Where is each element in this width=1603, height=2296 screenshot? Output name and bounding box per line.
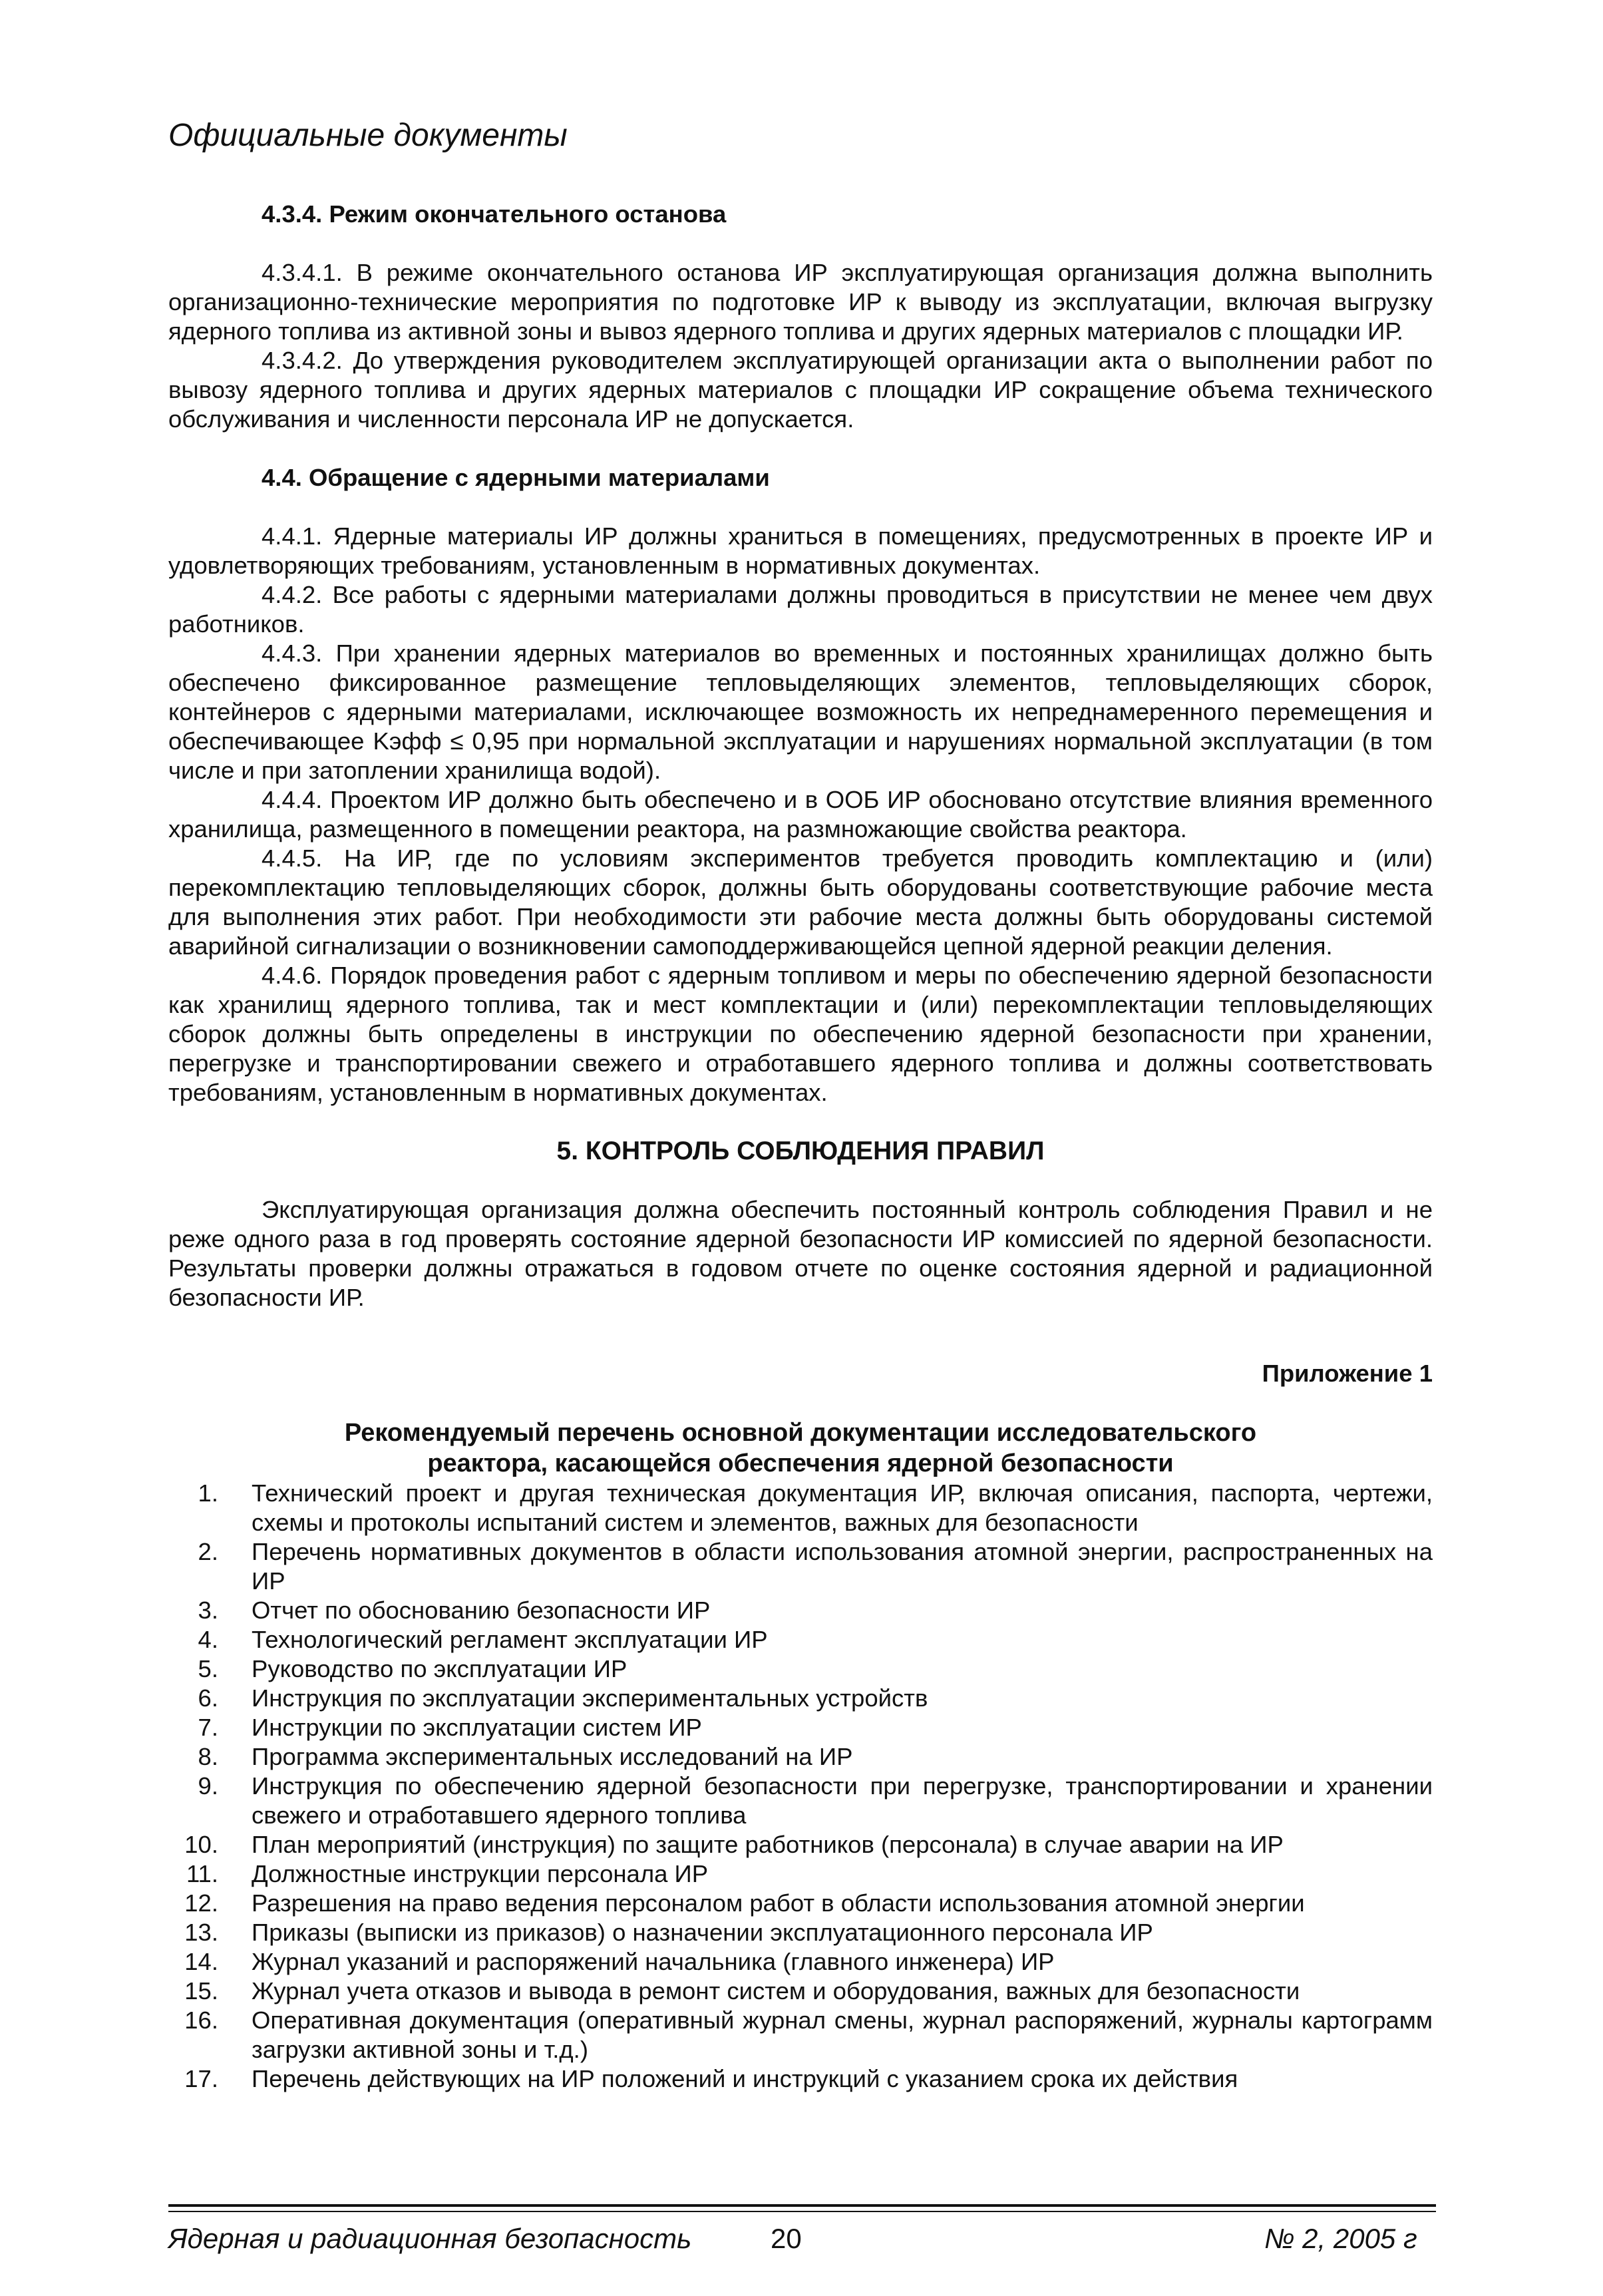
list-item-text: Перечень действующих на ИР положений и инструкций с указанием срока их действия bbox=[252, 2065, 1238, 2092]
list-item bbox=[168, 1947, 1433, 1977]
list-item-number: 7. bbox=[198, 1714, 218, 1741]
paragraph-4-4-6: 4.4.6. Порядок проведения работ с ядерным топливом и меры по обеспечению ядерной безопасности как хранилищ ядерного топлива, так и мест комплектации и (или) перекомплектации тепловыделяющих сборок должны быть определены в инструкции по обеспечению ядерной безопасности при хранении, перегрузке и транспортировании свежего и отработавшего ядерного топлива и должны соответствовать требованиям, установленным в нормативных документах. bbox=[168, 962, 1433, 1106]
list-item bbox=[168, 1772, 1433, 1830]
list-item bbox=[168, 1977, 1433, 2006]
list-item-text: Руководство по эксплуатации ИР bbox=[252, 1655, 627, 1682]
list-item-number: 13. bbox=[184, 1919, 218, 1946]
list-item bbox=[168, 1654, 1433, 1684]
list-item bbox=[168, 1859, 1433, 1889]
list-item-text: Инструкции по эксплуатации систем ИР bbox=[252, 1714, 702, 1741]
list-item bbox=[168, 1596, 1433, 1625]
heading-4-3-4: 4.3.4. Режим окончательного останова bbox=[262, 200, 727, 228]
list-item-number: 15. bbox=[184, 1977, 218, 2005]
appendix-label: Приложение 1 bbox=[1262, 1360, 1433, 1387]
paragraph-4-4-1: 4.4.1. Ядерные материалы ИР должны храниться в помещениях, предусмотренных в проекте ИР и удовлетворяющих требованиям, установленным в нормативных документах. bbox=[168, 522, 1433, 579]
list-item-number: 12. bbox=[184, 1889, 218, 1917]
list-item bbox=[168, 1713, 1433, 1742]
list-item bbox=[168, 1889, 1433, 1918]
list-item bbox=[168, 2006, 1433, 2064]
paragraph-4-4-2: 4.4.2. Все работы с ядерными материалами должны проводиться в присутствии не менее чем двух работников. bbox=[168, 581, 1433, 638]
list-item-text: Оперативная документация (оперативный журнал смены, журнал распоряжений, журналы картограмм загрузки активной зоны и т.д.) bbox=[252, 2007, 1433, 2063]
paragraph-section-5: Эксплуатирующая организация должна обеспечить постоянный контроль соблюдения Правил и не реже одного раза в год проверять состояние ядерной безопасности ИР комиссией по ядерной безопасности. Результаты проверки должны отражаться в годовом отчете по оценке состояния ядерной и радиационной безопасности ИР. bbox=[168, 1196, 1433, 1311]
list-item bbox=[168, 1830, 1433, 1859]
list-item-text: Инструкция по эксплуатации экспериментальных устройств bbox=[252, 1684, 928, 1712]
appendix-title-line-2: реактора, касающейся обеспечения ядерной безопасности bbox=[427, 1449, 1174, 1477]
list-item-text: Перечень нормативных документов в области использования атомной энергии, распространенных на ИР bbox=[252, 1538, 1433, 1595]
documentation-list bbox=[168, 1479, 1433, 2094]
list-item-text: Должностные инструкции персонала ИР bbox=[252, 1860, 709, 1887]
list-item bbox=[168, 1684, 1433, 1713]
list-item-text: Технический проект и другая техническая документация ИР, включая описания, паспорта, чертежи, схемы и протоколы испытаний систем и элементов, важных для безопасности bbox=[252, 1479, 1433, 1536]
list-item-number: 9. bbox=[198, 1772, 218, 1800]
list-item-number: 2. bbox=[198, 1538, 218, 1565]
list-item-number: 8. bbox=[198, 1743, 218, 1770]
paragraph-4-3-4-2: 4.3.4.2. До утверждения руководителем эксплуатирующей организации акта о выполнении работ по вывозу ядерного топлива и других ядерных материалов с площадки ИР сокращение объема технического обслуживания и численности персонала ИР не допускается. bbox=[168, 347, 1433, 433]
list-item-number: 17. bbox=[184, 2065, 218, 2092]
appendix-title-line-1: Рекомендуемый перечень основной документации исследовательского bbox=[344, 1419, 1257, 1447]
list-item-text: Журнал учета отказов и вывода в ремонт систем и оборудования, важных для безопасности bbox=[252, 1977, 1300, 2005]
list-item bbox=[168, 1537, 1433, 1596]
list-item-number: 14. bbox=[184, 1948, 218, 1975]
paragraph-4-4-4: 4.4.4. Проектом ИР должно быть обеспечено и в ООБ ИР обосновано отсутствие влияния временного хранилища, размещенного в помещении реактора, на размножающие свойства реактора. bbox=[168, 786, 1433, 843]
footer-issue: № 2, 2005 г bbox=[1264, 2223, 1417, 2254]
list-item bbox=[168, 1742, 1433, 1772]
list-item-text: Разрешения на право ведения персоналом работ в области использования атомной энергии bbox=[252, 1889, 1305, 1917]
list-item-number: 3. bbox=[198, 1597, 218, 1624]
list-item-text: Инструкция по обеспечению ядерной безопасности при перегрузке, транспортировании и хранении свежего и отработавшего ядерного топлива bbox=[252, 1772, 1433, 1829]
list-item-text: Технологический регламент эксплуатации ИР bbox=[252, 1626, 768, 1653]
list-item-number: 5. bbox=[198, 1655, 218, 1682]
list-item-text: Журнал указаний и распоряжений начальника (главного инженера) ИР bbox=[252, 1948, 1055, 1975]
list-item-number: 6. bbox=[198, 1684, 218, 1712]
list-item-number: 4. bbox=[198, 1626, 218, 1653]
footer-page-number: 20 bbox=[771, 2223, 802, 2254]
heading-4-4: 4.4. Обращение с ядерными материалами bbox=[262, 464, 770, 491]
list-item-text: Приказы (выписки из приказов) о назначении эксплуатационного персонала ИР bbox=[252, 1919, 1153, 1946]
paragraph-4-4-5: 4.4.5. На ИР, где по условиям экспериментов требуется проводить комплектацию и (или) перекомплектацию тепловыделяющих сборок, должны быть оборудованы соответствующие рабочие места для выполнения этих работ. При необходимости эти рабочие места должны быть оборудованы системой аварийной сигнализации о возникновении самоподдерживающейся цепной ядерной реакции деления. bbox=[168, 845, 1433, 960]
paragraph-4-4-3: 4.4.3. При хранении ядерных материалов во временных и постоянных хранилищах должно быть обеспечено фиксированное размещение тепловыделяющих элементов, тепловыделяющих сборок, контейнеров с ядерными материалами, исключающее возможность их непреднамеренного перемещения и обеспечивающее Kэфф ≤ 0,95 при нормальной эксплуатации и нарушениях нормальной эксплуатации (в том числе и при затоплении хранилища водой). bbox=[168, 640, 1433, 784]
list-item-text: План мероприятий (инструкция) по защите работников (персонала) в случае аварии на ИР bbox=[252, 1831, 1284, 1858]
list-item bbox=[168, 1918, 1433, 1947]
document-body bbox=[168, 200, 1433, 2094]
heading-section-5: 5. КОНТРОЛЬ СОБЛЮДЕНИЯ ПРАВИЛ bbox=[556, 1137, 1045, 1165]
footer-rule-thin bbox=[168, 2211, 1436, 2212]
list-item-number: 16. bbox=[184, 2007, 218, 2034]
list-item-number: 1. bbox=[198, 1479, 218, 1507]
list-item bbox=[168, 1625, 1433, 1654]
footer-journal-name: Ядерная и радиационная безопасность bbox=[168, 2223, 692, 2254]
list-item-number: 10. bbox=[184, 1831, 218, 1858]
list-item bbox=[168, 1479, 1433, 1537]
running-header: Официальные документы bbox=[168, 118, 568, 153]
list-item-number: 11. bbox=[186, 1860, 218, 1887]
list-item-text: Отчет по обоснованию безопасности ИР bbox=[252, 1597, 711, 1624]
list-item bbox=[168, 2064, 1433, 2094]
paragraph-4-3-4-1: 4.3.4.1. В режиме окончательного останова ИР эксплуатирующая организация должна выполнить организационно-технические мероприятия по подготовке ИР к выводу из эксплуатации, включая выгрузку ядерного топлива из активной зоны и вывоз ядерного топлива и других ядерных материалов с площадки ИР. bbox=[168, 259, 1433, 345]
appendix-title bbox=[168, 1418, 1433, 1479]
footer-rule-thick bbox=[168, 2204, 1436, 2207]
list-item-text: Программа экспериментальных исследований на ИР bbox=[252, 1743, 853, 1770]
